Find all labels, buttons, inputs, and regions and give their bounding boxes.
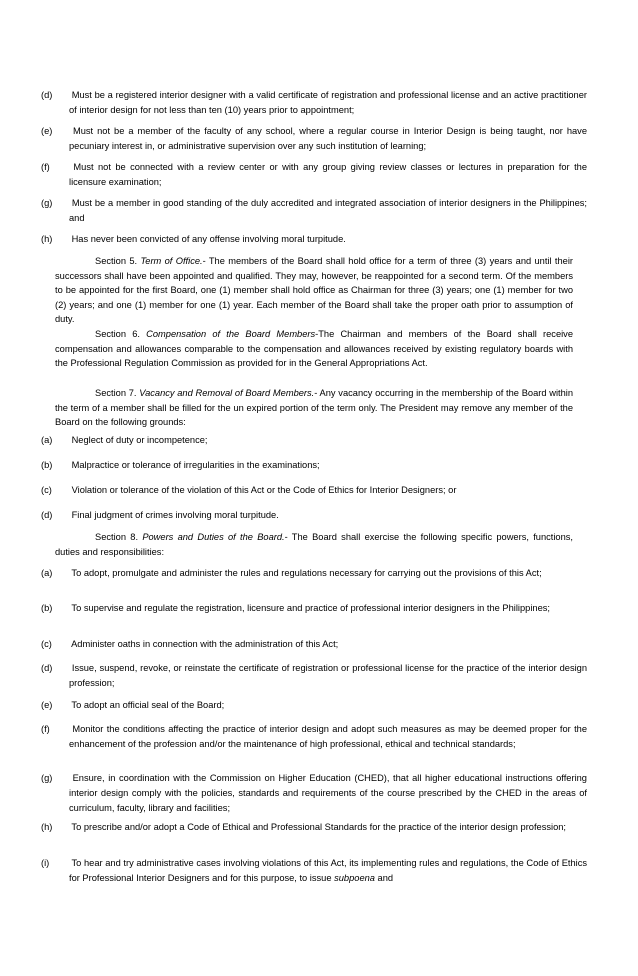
- list-item: (d) Final judgment of crimes involving moral turpitude.: [41, 510, 279, 520]
- list-item: (i) To hear and try administrative cases involving violations of this Act, its implementing rules and regulations, the Code of Ethics for Professional Interior Designers and for this purpose, to issue subpoena and: [41, 858, 588, 883]
- list-item: (h) To prescribe and/or adopt a Code of Ethical and Professional Standards for the practice of the interior design profession;: [41, 822, 566, 832]
- subpoena-term: subpoena: [334, 873, 375, 883]
- list-item: (f) Must not be connected with a review center or with any group giving review classes or lectures in preparation for the licensure examination;: [41, 162, 587, 187]
- section-7-paragraph: [55, 386, 573, 430]
- list-item: (h) Has never been convicted of any offense involving moral turpitude.: [41, 234, 346, 244]
- section-5-paragraph: [55, 254, 573, 327]
- section-prefix: Section 7.: [95, 388, 140, 398]
- section-body: - The Board shall exercise the following specific powers, functions, duties and responsibilities:: [55, 532, 573, 557]
- section-body: - The members of the Board shall hold office for a term of three (3) years and until their successors shall have been appointed and qualified. They may, however, be reappointed for a second term. Of the members to be appointed for the first Board, one (1) member shall hold office as Chairman for three (3) years; one (1) member for two (2) years; and one (1) member for one (1) year. Each member of the Board shall take the proper oath prior to assumption of duty.: [55, 256, 573, 324]
- list-item: (e) Must not be a member of the faculty of any school, where a regular course in Interior Design is being taught, nor have pecuniary interest in, or administrative supervision over any such institution of learning;: [41, 126, 587, 151]
- list-item: (a) Neglect of duty or incompetence;: [41, 435, 208, 445]
- section-prefix: Section 8.: [95, 532, 143, 542]
- section-title: Vacancy and Removal of Board Members.: [139, 388, 315, 398]
- list-item: (g) Must be a member in good standing of the duly accredited and integrated association of interior designers in the Philippines; and: [41, 198, 587, 223]
- section-8-paragraph: [55, 530, 573, 559]
- list-item: (c) Violation or tolerance of the violation of this Act or the Code of Ethics for Interior Designers; or: [41, 485, 457, 495]
- section-prefix: Section 6.: [95, 329, 147, 339]
- list-item: (b) Malpractice or tolerance of irregularities in the examinations;: [41, 460, 320, 470]
- section-prefix: Section 5.: [95, 256, 141, 266]
- section-title: Term of Office.: [140, 256, 203, 266]
- list-item: (d) Must be a registered interior designer with a valid certificate of registration and professional license and an active practitioner of interior design for not less than ten (10) years prior to appointment;: [41, 90, 587, 115]
- list-item: (d) Issue, suspend, revoke, or reinstate the certificate of registration or professional license for the practice of the interior design profession;: [41, 663, 587, 688]
- list-item: (f) Monitor the conditions affecting the practice of interior design and adopt such measures as may be deemed proper for the enhancement of the profession and/or the maintenance of high professional, ethical and technical standards;: [41, 724, 587, 749]
- section-body: -The Chairman and members of the Board shall receive compensation and allowances comparable to the compensation and allowances received by existing regulatory boards with the Professional Regulation Commission as provided for in the General Appropriations Act.: [55, 329, 573, 368]
- list-item: (c) Administer oaths in connection with the administration of this Act;: [41, 639, 339, 649]
- section-body: - Any vacancy occurring in the membership of the Board within the term of a member shall be filled for the un expired portion of the term only. The President may remove any member of the Board on the following grounds:: [55, 388, 574, 427]
- list-item: (g) Ensure, in coordination with the Commission on Higher Education (CHED), that all higher educational instructions offering interior design comply with the policies, standards and requirements of the course prescribed by the CHED in the areas of curriculum, faculty, library and facilities;: [41, 773, 587, 813]
- section-title: Compensation of the Board Members: [146, 329, 316, 339]
- list-item: (a) To adopt, promulgate and administer the rules and regulations necessary for carrying out the provisions of this Act;: [41, 568, 542, 578]
- section-title: Powers and Duties of the Board.: [142, 532, 285, 542]
- section-6-paragraph: [55, 327, 573, 371]
- list-item: (e) To adopt an official seal of the Board;: [41, 700, 225, 710]
- list-item: (b) To supervise and regulate the registration, licensure and practice of professional interior designers in the Philippines;: [41, 603, 550, 613]
